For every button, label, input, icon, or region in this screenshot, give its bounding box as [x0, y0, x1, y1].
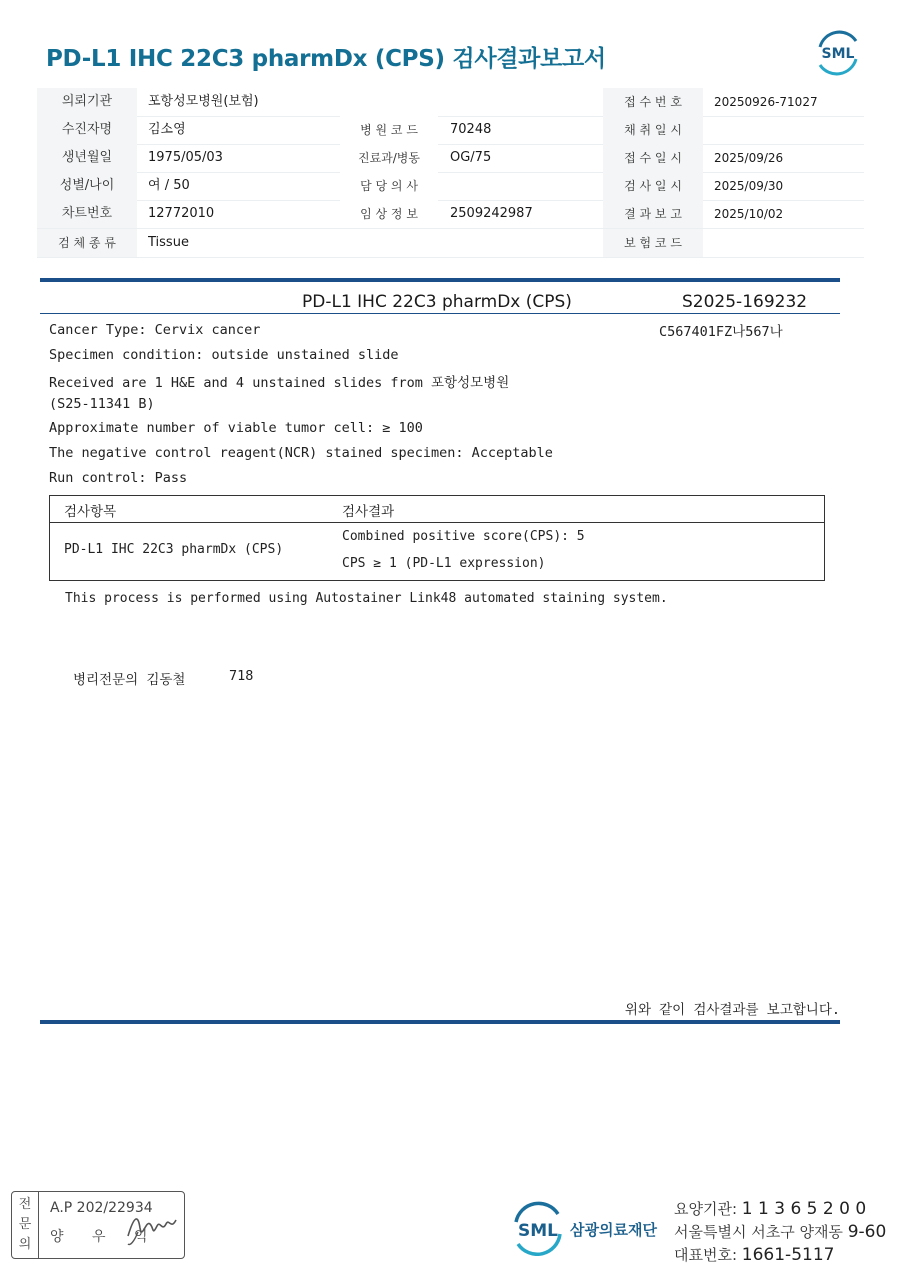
- info-label: 검 체 종 류: [37, 229, 137, 257]
- phone-label: 대표번호:: [674, 1246, 742, 1264]
- info-label: 담 당 의 사: [340, 172, 438, 200]
- info-value: 김소영: [148, 122, 186, 137]
- info-label: 채 취 일 시: [603, 116, 703, 144]
- report-line: Run control: Pass: [49, 470, 188, 486]
- info-label: 보 험 코 드: [603, 229, 703, 257]
- info-value: 2025/09/30: [714, 179, 784, 193]
- info-value: [714, 229, 864, 257]
- closing-statement: 위와 같이 검사결과를 보고합니다.: [624, 1002, 840, 1018]
- info-label: 접 수 일 시: [603, 144, 703, 172]
- info-value: 70248: [450, 122, 492, 137]
- info-value: 2509242987: [450, 206, 533, 221]
- info-label: 결 과 보 고: [603, 200, 703, 228]
- result-col-item: 검사항목: [64, 504, 117, 520]
- info-label: 수진자명: [37, 116, 137, 144]
- info-label: 성별/나이: [37, 172, 137, 200]
- pathologist-stamp: [11, 1191, 185, 1259]
- result-col-result: 검사결과: [342, 504, 395, 520]
- pathologist-name: 병리전문의 김동철: [73, 672, 186, 688]
- address-label: 서울특별시 서초구 양재동: [674, 1223, 848, 1241]
- report-line: Approximate number of viable tumor cell: ≥ 100: [49, 420, 423, 436]
- signature-icon: [124, 1206, 182, 1248]
- info-label: 임 상 정 보: [340, 200, 438, 228]
- result-table-divider: [50, 522, 824, 523]
- report-line: Specimen condition: outside unstained slide: [49, 347, 399, 363]
- stamp-char: 의: [18, 1237, 32, 1252]
- result-expression: CPS ≥ 1 (PD-L1 expression): [342, 556, 546, 571]
- svg-text:SML: SML: [821, 46, 855, 62]
- address-value: 9-60: [847, 1222, 887, 1242]
- stamp-char: 전: [18, 1197, 32, 1212]
- info-row: [37, 144, 864, 173]
- info-label: [340, 88, 438, 116]
- info-value: [714, 116, 864, 144]
- result-cps: Combined positive score(CPS): 5: [342, 529, 585, 544]
- info-label: [340, 229, 438, 257]
- info-row: [37, 229, 864, 258]
- info-row: [37, 172, 864, 201]
- address: [674, 1221, 886, 1242]
- report-line: (S25-11341 B): [49, 396, 155, 412]
- phone-value: 1661-5117: [741, 1245, 835, 1265]
- info-label: 차트번호: [37, 200, 137, 228]
- process-note: This process is performed using Autostainer Link48 automated staining system.: [65, 591, 668, 606]
- info-value: [450, 88, 600, 116]
- report-top-rule: [40, 278, 840, 282]
- report-line: The negative control reagent(NCR) stained specimen: Acceptable: [49, 445, 553, 461]
- info-value: OG/75: [450, 150, 492, 165]
- info-value: [450, 229, 600, 257]
- report-specimen-no: S2025-169232: [682, 292, 808, 312]
- stamp-code: A.P 202/22934: [50, 1200, 153, 1216]
- brand-name: 삼광의료재단: [570, 1221, 657, 1239]
- info-value: 1975/05/03: [148, 150, 223, 165]
- info-value: 20250926-71027: [714, 95, 818, 109]
- result-item: PD-L1 IHC 22C3 pharmDx (CPS): [64, 542, 284, 557]
- info-value: 2025/09/26: [714, 151, 784, 165]
- care-label: 요양기관:: [674, 1200, 742, 1218]
- pathologist-number: 718: [229, 668, 254, 684]
- info-value: 12772010: [148, 206, 215, 221]
- sml-logo-icon: [812, 27, 864, 79]
- report-bottom-rule: [40, 1020, 840, 1024]
- report-line: Cancer Type: Cervix cancer: [49, 322, 261, 338]
- info-label: 진료과/병동: [340, 144, 438, 172]
- sml-logo-icon: [508, 1200, 568, 1256]
- info-row: [37, 200, 864, 229]
- info-value: [450, 172, 600, 200]
- info-label: 병 원 코 드: [340, 116, 438, 144]
- info-value: 2025/10/02: [714, 207, 784, 221]
- phone-number: [674, 1244, 834, 1265]
- report-test-name: PD-L1 IHC 22C3 pharmDx (CPS): [302, 292, 572, 312]
- svg-text:SML: SML: [518, 1221, 558, 1241]
- result-table: [49, 495, 825, 581]
- info-value: 포항성모병원(보험): [148, 94, 259, 109]
- page-title: PD-L1 IHC 22C3 pharmDx (CPS) 검사결과보고서: [46, 46, 606, 72]
- info-value: Tissue: [148, 235, 189, 250]
- care-value: 1 1 3 6 5 2 0 0: [741, 1199, 867, 1219]
- info-value: 여 / 50: [148, 178, 190, 193]
- stamp-name: 양 우 익: [50, 1229, 160, 1245]
- info-row: [37, 116, 864, 145]
- care-number: [674, 1198, 866, 1219]
- info-label: 생년월일: [37, 144, 137, 172]
- report-line: Received are 1 H&E and 4 unstained slides from 포항성모병원: [49, 375, 510, 391]
- report-head-rule: [40, 313, 840, 314]
- report-code: C567401FZ나567나: [659, 324, 783, 340]
- stamp-char: 문: [18, 1217, 32, 1232]
- info-row: [37, 88, 864, 117]
- info-label: 의뢰기관: [37, 88, 137, 116]
- info-label: 접 수 번 호: [603, 88, 703, 116]
- info-label: 검 사 일 시: [603, 172, 703, 200]
